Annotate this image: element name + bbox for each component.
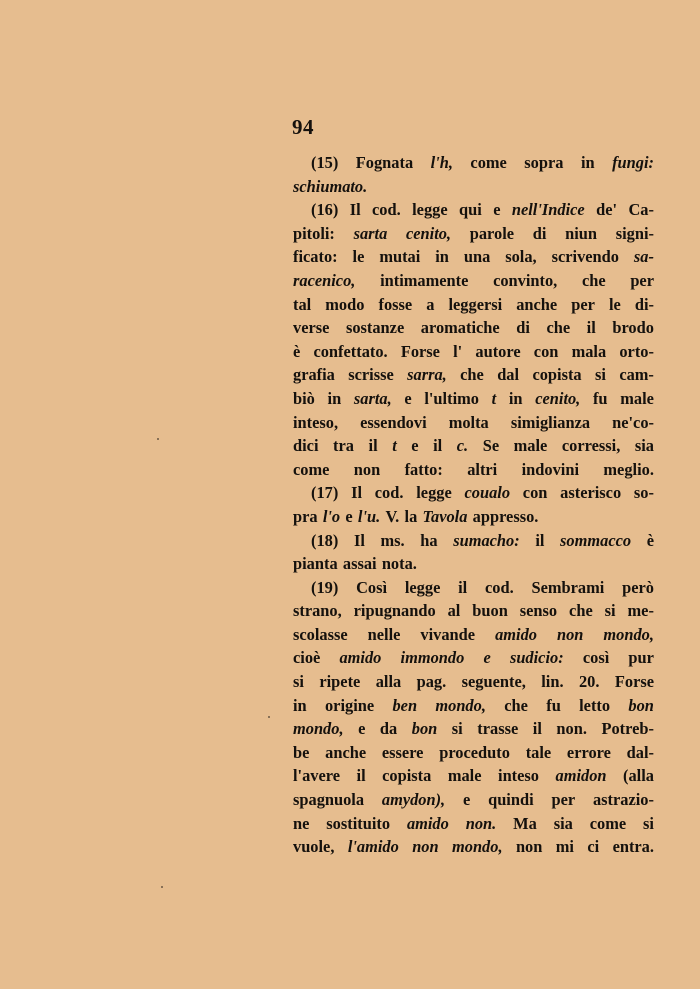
word: tale (525, 742, 552, 762)
word: ne'co- (612, 412, 654, 432)
word: amidon (555, 766, 607, 786)
text-line (293, 245, 654, 269)
text-line (293, 340, 654, 364)
word: al (447, 601, 461, 621)
word: biò (293, 388, 315, 408)
word: non (556, 624, 584, 644)
word: proceduto (439, 742, 510, 762)
word: legge (416, 483, 452, 503)
word: cam- (619, 365, 654, 385)
word: origine (324, 695, 375, 715)
word: non (515, 837, 543, 857)
page-number: 94 (292, 115, 314, 139)
word: così (582, 648, 610, 668)
word: sostanze (345, 318, 405, 338)
word: sia (634, 436, 654, 456)
word: Il (349, 200, 361, 220)
word: l'amido (347, 837, 399, 857)
word: buon (472, 601, 508, 621)
word: non (353, 459, 381, 479)
word: quindi (488, 790, 534, 810)
word: sommacco (560, 530, 632, 550)
word: e (483, 648, 491, 668)
word: mondo, (452, 837, 503, 857)
word: letto (579, 695, 611, 715)
word: (alla (623, 766, 654, 786)
word: ben (392, 695, 418, 715)
word: de' (596, 200, 618, 220)
word: per (551, 790, 576, 810)
word: aromatiche (420, 318, 500, 338)
word: dal (497, 365, 520, 385)
word: meglio. (603, 459, 654, 479)
word: in (327, 388, 342, 408)
word: l'h, (430, 153, 453, 172)
word: dal- (626, 742, 654, 762)
word: coualo (464, 483, 511, 503)
text-line (293, 387, 654, 411)
word: molta (448, 412, 489, 432)
word: ripugnando (353, 601, 436, 621)
word: verse (293, 318, 330, 338)
word: mondo, (435, 695, 486, 715)
word: immondo (400, 648, 465, 668)
text-line (293, 411, 654, 435)
word: pitoli: (293, 223, 335, 243)
word: sarta (353, 223, 388, 243)
word: errore (566, 742, 611, 762)
word: si (451, 719, 463, 739)
word: fungi: (612, 153, 654, 172)
word: so- (633, 483, 654, 503)
word: fatto: (404, 459, 443, 479)
word: in (508, 388, 523, 408)
word: ripete (319, 672, 361, 692)
word: che (569, 601, 593, 621)
word: amido (406, 813, 449, 833)
word: convinto, (493, 270, 558, 290)
word: che (460, 365, 484, 385)
word: bon (628, 695, 654, 715)
word: con (522, 483, 548, 503)
word: l'u. (357, 506, 381, 526)
word: strano, (293, 601, 342, 621)
word: anche (516, 294, 558, 314)
word: Ma (513, 813, 537, 833)
word: male (513, 436, 548, 456)
word: in (580, 153, 595, 172)
word: (17) (311, 483, 339, 503)
word: e (493, 200, 501, 220)
word: il (586, 318, 596, 338)
word: trasse (477, 719, 519, 739)
word: asterisco (560, 483, 622, 503)
word: pur (628, 648, 654, 668)
word: c. (456, 436, 469, 456)
word: Il (353, 530, 365, 550)
word: be (293, 742, 310, 762)
word: racenico, (293, 270, 356, 290)
word: il (532, 719, 542, 739)
text-line (293, 694, 654, 718)
word: l'ultimo (424, 388, 479, 408)
word: come (470, 153, 507, 172)
word: spagnuola (293, 790, 365, 810)
text-line (293, 623, 654, 647)
word: dici (293, 436, 319, 456)
word: t (392, 436, 397, 456)
word: inteso, (293, 412, 339, 432)
word: Così (356, 577, 388, 597)
text-line (293, 599, 654, 623)
word: sarta, (353, 388, 392, 408)
word: confettato. (313, 341, 388, 361)
word: brodo (612, 318, 654, 338)
text-line (293, 670, 654, 694)
text-line (293, 269, 654, 293)
word: assai (342, 554, 377, 574)
word: sudicio: (509, 648, 564, 668)
word: il (368, 436, 378, 456)
text-line (293, 293, 654, 317)
word: per (571, 294, 595, 314)
paper-speck (161, 886, 163, 888)
word: fosse (378, 294, 413, 314)
word: sola, (505, 247, 537, 267)
word: il (433, 436, 443, 456)
word: ficato: (293, 247, 338, 267)
word: (15) (311, 153, 339, 172)
paper-speck (157, 438, 159, 440)
word: come (293, 459, 330, 479)
word: sia (553, 813, 573, 833)
word: Ca- (628, 200, 654, 220)
word: che (581, 270, 606, 290)
word: V. (385, 506, 400, 526)
word: pra (293, 506, 318, 526)
word: per (630, 270, 654, 290)
word: corressi, (561, 436, 621, 456)
text-line (293, 717, 654, 741)
word: male (447, 766, 482, 786)
word: anche (325, 742, 367, 762)
word: vivande (420, 624, 476, 644)
word: cod. (485, 577, 514, 597)
word: una (463, 247, 491, 267)
word: intimamente (380, 270, 469, 290)
word: qui (459, 200, 482, 220)
word: il (356, 766, 366, 786)
word: sarra, (407, 365, 447, 385)
word: e (345, 506, 353, 526)
word: da (379, 719, 398, 739)
word: si (643, 813, 654, 833)
word: scrisse (348, 365, 394, 385)
text-line (293, 835, 654, 859)
word: cod. (372, 200, 401, 220)
word: Sembrami (531, 577, 605, 597)
text-line (293, 481, 654, 505)
word: si (293, 672, 304, 692)
word: fu (592, 388, 608, 408)
word: che (546, 318, 571, 338)
word: a (426, 294, 435, 314)
text-line (293, 812, 654, 836)
word: Fognata (355, 153, 414, 172)
word: l'avere (293, 766, 341, 786)
word: grafia (293, 365, 335, 385)
word: non. (556, 719, 587, 739)
word: niun (565, 223, 598, 243)
word: ha (420, 530, 438, 550)
word: appresso. (472, 506, 539, 526)
word: le (608, 294, 621, 314)
word: orto- (619, 341, 654, 361)
word: alla (375, 672, 402, 692)
word: male (620, 388, 654, 408)
word: è (293, 341, 301, 361)
footnotes-text (293, 151, 654, 859)
word: copista (532, 365, 582, 385)
word: Il (351, 483, 363, 503)
word: e (411, 436, 419, 456)
word: ms. (380, 530, 405, 550)
word: bon (411, 719, 438, 739)
word: sopra (524, 153, 564, 172)
word: mi (555, 837, 574, 857)
word: Forse (400, 341, 440, 361)
word: e (404, 388, 412, 408)
word: Tavola (422, 506, 468, 526)
text-line (293, 458, 654, 482)
word: e (462, 790, 471, 810)
word: leggersi (448, 294, 503, 314)
word: (19) (311, 577, 339, 597)
word: con (533, 341, 559, 361)
word: Se (482, 436, 500, 456)
word: che (504, 695, 528, 715)
word: amydon), (381, 790, 446, 810)
word: pag. (416, 672, 447, 692)
word: t (491, 388, 497, 408)
word: mondo, (603, 624, 654, 644)
word: indovini (521, 459, 580, 479)
word: non (412, 837, 439, 857)
word: cod. (374, 483, 404, 503)
word: entra. (612, 837, 654, 857)
text-line (293, 552, 654, 576)
word: cenito, (535, 388, 581, 408)
word: ne (293, 813, 310, 833)
word: fu (546, 695, 561, 715)
text-line (293, 741, 654, 765)
text-line (293, 363, 654, 387)
word: autore (475, 341, 521, 361)
word: l'o (322, 506, 341, 526)
word: scrivendo (551, 247, 619, 267)
word: nell'Indice (511, 200, 585, 220)
word: (16) (311, 200, 339, 220)
word: si (604, 601, 616, 621)
word: scolasse (293, 624, 348, 644)
word: (18) (311, 530, 339, 550)
word: di (532, 223, 547, 243)
word: in (293, 695, 307, 715)
word: vuole, (293, 837, 335, 857)
text-line (293, 434, 654, 458)
word: il (458, 577, 468, 597)
word: è (646, 530, 654, 550)
word: senso (519, 601, 558, 621)
word: cenito, (405, 223, 452, 243)
word: tal (293, 294, 312, 314)
text-line (293, 175, 654, 199)
word: modo (325, 294, 365, 314)
word: pianta (293, 554, 338, 574)
word: copista (382, 766, 432, 786)
word: le (352, 247, 365, 267)
text-line (293, 151, 654, 175)
word: non. (465, 813, 497, 833)
word: lin. (541, 672, 564, 692)
word: il (535, 530, 545, 550)
word: però (622, 577, 654, 597)
word: ci (587, 837, 600, 857)
word: seguente, (461, 672, 526, 692)
word: tra (333, 436, 354, 456)
word: inteso (498, 766, 539, 786)
text-line (293, 316, 654, 340)
word: in (435, 247, 449, 267)
word: si (595, 365, 606, 385)
text-line (293, 788, 654, 812)
paper-speck (268, 716, 270, 718)
word: schiumato. (293, 176, 368, 196)
word: me- (627, 601, 654, 621)
text-line (293, 646, 654, 670)
word: sostituito (326, 813, 391, 833)
word: nelle (367, 624, 401, 644)
word: astrazio- (592, 790, 654, 810)
word: sumacho: (453, 530, 520, 550)
text-line (293, 505, 654, 529)
text-line (293, 222, 654, 246)
word: amido (495, 624, 537, 644)
word: legge (412, 200, 448, 220)
word: signi- (615, 223, 654, 243)
word: mondo, (293, 719, 344, 739)
text-line (293, 764, 654, 788)
word: amido (339, 648, 382, 668)
word: 20. (578, 672, 600, 692)
word: Forse (614, 672, 654, 692)
word: cioè (293, 648, 321, 668)
word: e (358, 719, 366, 739)
text-line (293, 576, 654, 600)
word: essendovi (360, 412, 427, 432)
word: altri (467, 459, 498, 479)
word: la (404, 506, 418, 526)
word: mala (571, 341, 607, 361)
word: Potreb- (601, 719, 654, 739)
text-line (293, 529, 654, 553)
word: mutai (379, 247, 421, 267)
word: di- (634, 294, 654, 314)
word: l' (453, 341, 463, 361)
word: sa- (633, 247, 654, 267)
word: parole (469, 223, 515, 243)
word: nota. (381, 554, 417, 574)
word: legge (404, 577, 441, 597)
word: simiglianza (510, 412, 591, 432)
text-line (293, 198, 654, 222)
word: come (589, 813, 627, 833)
word: di (516, 318, 530, 338)
word: essere (381, 742, 424, 762)
